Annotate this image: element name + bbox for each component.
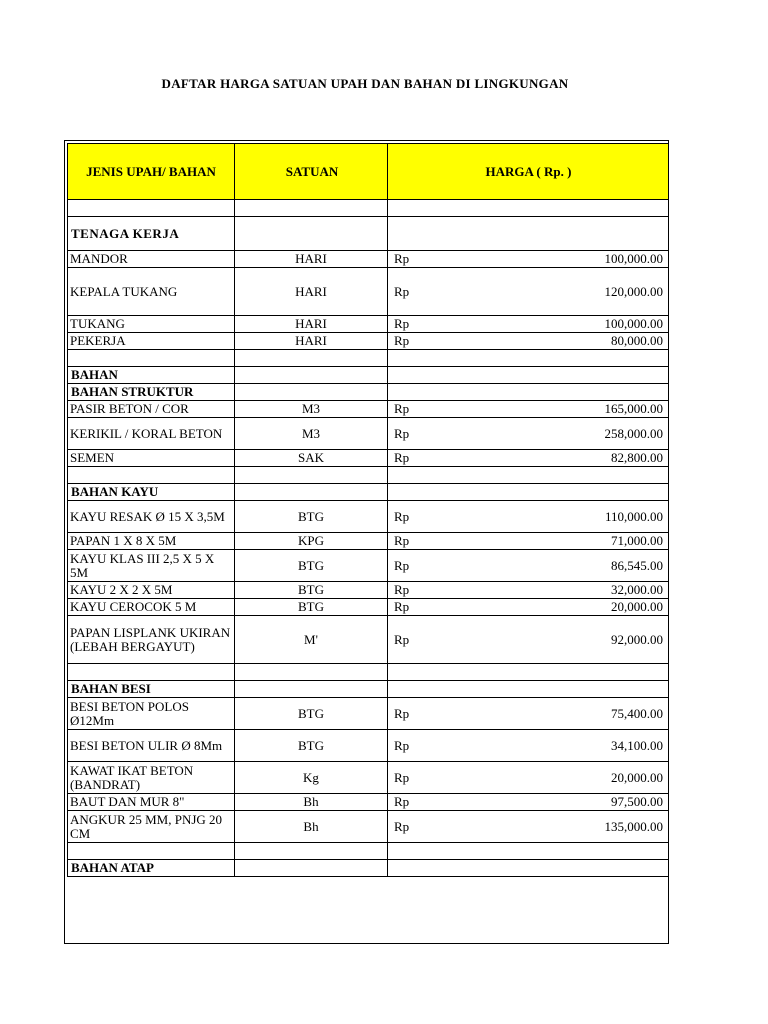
section-bahan: BAHAN <box>68 367 235 384</box>
item-price: 100,000.00 <box>604 316 663 331</box>
blank-row <box>68 200 670 217</box>
item-unit: BTG <box>235 550 388 582</box>
table-row <box>68 811 670 843</box>
table-row <box>68 268 670 316</box>
item-name: SEMEN <box>68 450 235 467</box>
item-price-cell <box>388 501 670 533</box>
item-name: BESI BETON POLOS Ø12Mm <box>68 698 235 730</box>
section-row <box>68 484 670 501</box>
item-price-cell <box>388 316 670 333</box>
currency-label: Rp <box>394 582 410 597</box>
table-row <box>68 599 670 616</box>
section-row <box>68 681 670 698</box>
item-name: MANDOR <box>68 251 235 268</box>
item-price-cell <box>388 698 670 730</box>
item-unit: SAK <box>235 450 388 467</box>
item-name: PAPAN 1 X 8 X 5M <box>68 533 235 550</box>
section-tenaga-kerja: TENAGA KERJA <box>68 217 235 251</box>
item-price-cell <box>388 582 670 599</box>
item-name: PAPAN LISPLANK UKIRAN (LEBAH BERGAYUT) <box>68 616 235 664</box>
currency-label: Rp <box>394 794 410 809</box>
currency-label: Rp <box>394 425 410 441</box>
table-row <box>68 730 670 762</box>
item-price: 110,000.00 <box>604 508 663 524</box>
table-row <box>68 616 670 664</box>
table-row <box>68 450 670 467</box>
blank-row <box>68 467 670 484</box>
section-bahan-atap: BAHAN ATAP <box>68 860 235 877</box>
item-price: 71,000.00 <box>611 533 663 548</box>
table-row <box>68 762 670 794</box>
item-price-cell <box>388 251 670 268</box>
item-price: 20,000.00 <box>611 599 663 614</box>
item-name: BAUT DAN MUR 8" <box>68 794 235 811</box>
currency-label: Rp <box>394 705 410 721</box>
item-name: BESI BETON ULIR Ø 8Mm <box>68 730 235 762</box>
table-header-row <box>68 144 670 200</box>
blank-row <box>68 350 670 367</box>
currency-label: Rp <box>394 450 410 465</box>
item-unit: BTG <box>235 582 388 599</box>
item-name: KAYU KLAS III 2,5 X 5 X 5M <box>68 550 235 582</box>
price-table <box>67 143 669 877</box>
item-price: 34,100.00 <box>611 737 663 753</box>
table-row <box>68 418 670 450</box>
item-price: 32,000.00 <box>611 582 663 597</box>
item-price: 258,000.00 <box>604 425 663 441</box>
table-row <box>68 401 670 418</box>
item-name: PEKERJA <box>68 333 235 350</box>
table-row <box>68 333 670 350</box>
table-row <box>68 501 670 533</box>
item-unit: BTG <box>235 698 388 730</box>
item-price: 120,000.00 <box>604 283 663 299</box>
item-unit: HARI <box>235 251 388 268</box>
item-price-cell <box>388 533 670 550</box>
item-name: KAWAT IKAT BETON (BANDRAT) <box>68 762 235 794</box>
currency-label: Rp <box>394 737 410 753</box>
item-name: KAYU RESAK Ø 15 X 3,5M <box>68 501 235 533</box>
item-price-cell <box>388 418 670 450</box>
item-name: TUKANG <box>68 316 235 333</box>
item-unit: M' <box>235 616 388 664</box>
section-bahan-struktur: BAHAN STRUKTUR <box>68 384 235 401</box>
item-unit: M3 <box>235 418 388 450</box>
currency-label: Rp <box>394 508 410 524</box>
blank-row <box>68 664 670 681</box>
section-row <box>68 367 670 384</box>
item-price: 75,400.00 <box>611 705 663 721</box>
table-row <box>68 698 670 730</box>
header-satuan: SATUAN <box>235 144 388 200</box>
item-price: 80,000.00 <box>611 333 663 348</box>
item-unit: M3 <box>235 401 388 418</box>
currency-label: Rp <box>394 283 410 299</box>
item-price: 100,000.00 <box>604 251 663 266</box>
currency-label: Rp <box>394 533 410 548</box>
item-unit: HARI <box>235 268 388 316</box>
item-price: 165,000.00 <box>604 401 663 416</box>
price-table-frame <box>64 140 669 944</box>
currency-label: Rp <box>394 557 410 573</box>
currency-label: Rp <box>394 401 410 416</box>
item-price-cell <box>388 450 670 467</box>
item-name: KERIKIL / KORAL BETON <box>68 418 235 450</box>
table-row <box>68 533 670 550</box>
table-row <box>68 316 670 333</box>
table-row <box>68 794 670 811</box>
item-price: 92,000.00 <box>611 631 663 647</box>
item-unit: Kg <box>235 762 388 794</box>
currency-label: Rp <box>394 333 410 348</box>
currency-label: Rp <box>394 599 410 614</box>
item-unit: Bh <box>235 811 388 843</box>
item-price-cell <box>388 401 670 418</box>
item-price: 20,000.00 <box>611 769 663 785</box>
item-price: 97,500.00 <box>611 794 663 809</box>
header-jenis: JENIS UPAH/ BAHAN <box>68 144 235 200</box>
item-unit: BTG <box>235 730 388 762</box>
currency-label: Rp <box>394 818 410 834</box>
item-name: ANGKUR 25 MM, PNJG 20 CM <box>68 811 235 843</box>
section-bahan-besi: BAHAN BESI <box>68 681 235 698</box>
item-price-cell <box>388 811 670 843</box>
table-row <box>68 582 670 599</box>
item-price-cell <box>388 333 670 350</box>
item-name: KAYU CEROCOK 5 M <box>68 599 235 616</box>
item-name: KAYU 2 X 2 X 5M <box>68 582 235 599</box>
item-unit: HARI <box>235 316 388 333</box>
table-row <box>68 550 670 582</box>
item-price-cell <box>388 599 670 616</box>
document-title: DAFTAR HARGA SATUAN UPAH DAN BAHAN DI LINGKUNGAN <box>161 76 569 91</box>
item-price-cell <box>388 730 670 762</box>
item-unit: Bh <box>235 794 388 811</box>
currency-label: Rp <box>394 631 410 647</box>
currency-label: Rp <box>394 251 410 266</box>
section-row <box>68 860 670 877</box>
item-price-cell <box>388 616 670 664</box>
item-price: 82,800.00 <box>611 450 663 465</box>
currency-label: Rp <box>394 316 410 331</box>
item-unit: HARI <box>235 333 388 350</box>
header-harga: HARGA ( Rp. ) <box>388 144 670 200</box>
currency-label: Rp <box>394 769 410 785</box>
item-price-cell <box>388 268 670 316</box>
item-price: 86,545.00 <box>611 557 663 573</box>
item-price-cell <box>388 762 670 794</box>
blank-row <box>68 843 670 860</box>
table-row <box>68 251 670 268</box>
item-name: KEPALA TUKANG <box>68 268 235 316</box>
item-price-cell <box>388 794 670 811</box>
item-name: PASIR BETON / COR <box>68 401 235 418</box>
section-row <box>68 384 670 401</box>
section-row <box>68 217 670 251</box>
item-price: 135,000.00 <box>604 818 663 834</box>
item-unit: KPG <box>235 533 388 550</box>
item-unit: BTG <box>235 501 388 533</box>
section-bahan-kayu: BAHAN KAYU <box>68 484 235 501</box>
item-unit: BTG <box>235 599 388 616</box>
item-price-cell <box>388 550 670 582</box>
